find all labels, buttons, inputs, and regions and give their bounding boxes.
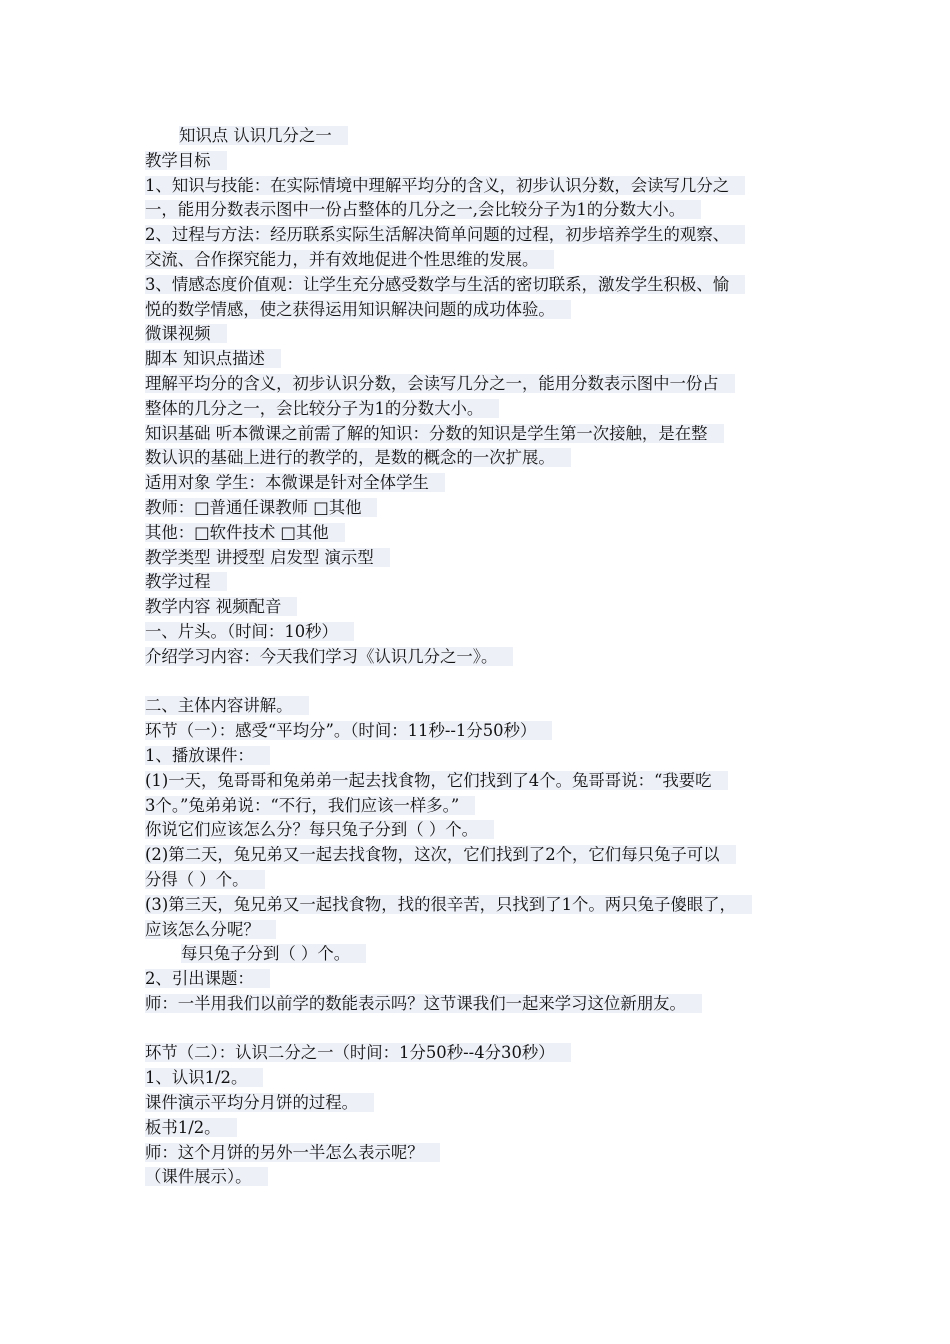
teaching-type: 教学类型 讲授型 启发型 演示型 (145, 546, 815, 571)
step-know-half: 1、认识1/2。 (145, 1066, 815, 1091)
story-3-line-1: (3)第三天，兔兄弟又一起找食物，找的很辛苦，只找到了1个。两只兔子傻眼了， (145, 893, 815, 918)
blank-line (145, 1017, 815, 1042)
story-2-line-2: 分得（ ）个。 (145, 868, 815, 893)
goal-1-line-2: 一，能用分数表示图中一份占整体的几分之一,会比较分子为1的分数大小。 (145, 198, 815, 223)
description-line-2: 整体的几分之一，会比较分子为1的分数大小。 (145, 397, 815, 422)
heading-micro-video: 微课视频 (145, 322, 815, 347)
teacher-options: 教师：□普通任课教师 □其他 (145, 496, 815, 521)
story-1-question: 你说它们应该怎么分？每只兔子分到（ ）个。 (145, 818, 815, 843)
courseware-show: （课件展示）。 (145, 1165, 815, 1190)
story-3-question: 每只兔子分到（ ）个。 (145, 942, 815, 967)
heading-teaching-goals: 教学目标 (145, 149, 815, 174)
heading-script: 脚本 知识点描述 (145, 347, 815, 372)
knowledge-basis-line-2: 数认识的基础上进行的教学的，是数的概念的一次扩展。 (145, 446, 815, 471)
blank-line (145, 670, 815, 695)
teacher-question-half: 师：一半用我们以前学的数能表示吗？这节课我们一起来学习这位新朋友。 (145, 992, 815, 1017)
document-page (145, 124, 815, 1190)
board-writing: 板书1/2。 (145, 1116, 815, 1141)
goal-3-line-2: 悦的数学情感，使之获得运用知识解决问题的成功体验。 (145, 298, 815, 323)
teacher-question-other-half: 师：这个月饼的另外一半怎么表示呢？ (145, 1141, 815, 1166)
knowledge-basis-line-1: 知识基础 听本微课之前需了解的知识：分数的知识是学生第一次接触，是在整 (145, 422, 815, 447)
story-2-line-1: (2)第二天，兔兄弟又一起去找食物，这次，它们找到了2个，它们每只兔子可以 (145, 843, 815, 868)
target-audience: 适用对象 学生：本微课是针对全体学生 (145, 471, 815, 496)
goal-2-line-2: 交流、合作探究能力，并有效地促进个性思维的发展。 (145, 248, 815, 273)
segment-2-title: 环节（二）：认识二分之一（时间：1分50秒--4分30秒） (145, 1041, 815, 1066)
courseware-demo: 课件演示平均分月饼的过程。 (145, 1091, 815, 1116)
step-play-courseware: 1、播放课件： (145, 744, 815, 769)
story-1-line-1: (1)一天，兔哥哥和兔弟弟一起去找食物，它们找到了4个。兔哥哥说：“我要吃 (145, 769, 815, 794)
heading-knowledge-point: 知识点 认识几分之一 (145, 124, 815, 149)
story-1-line-2: 3个。”兔弟弟说：“不行，我们应该一样多。” (145, 794, 815, 819)
description-line-1: 理解平均分的含义，初步认识分数，会读写几分之一，能用分数表示图中一份占 (145, 372, 815, 397)
story-3-line-2: 应该怎么分呢？ (145, 918, 815, 943)
goal-2-line-1: 2、过程与方法：经历联系实际生活解决简单问题的过程，初步培养学生的观察、 (145, 223, 815, 248)
other-options: 其他：□软件技术 □其他 (145, 521, 815, 546)
segment-1-title: 环节（一）：感受“平均分”。（时间：11秒--1分50秒） (145, 719, 815, 744)
section-main-content: 二、主体内容讲解。 (145, 694, 815, 719)
section-intro: 一、片头。（时间：10秒） (145, 620, 815, 645)
heading-teaching-process: 教学过程 (145, 570, 815, 595)
intro-content: 介绍学习内容：今天我们学习《认识几分之一》。 (145, 645, 815, 670)
goal-1-line-1: 1、知识与技能：在实际情境中理解平均分的含义，初步认识分数，会读写几分之 (145, 174, 815, 199)
teaching-content: 教学内容 视频配音 (145, 595, 815, 620)
goal-3-line-1: 3、情感态度价值观：让学生充分感受数学与生活的密切联系，激发学生积极、愉 (145, 273, 815, 298)
step-introduce-topic: 2、引出课题： (145, 967, 815, 992)
